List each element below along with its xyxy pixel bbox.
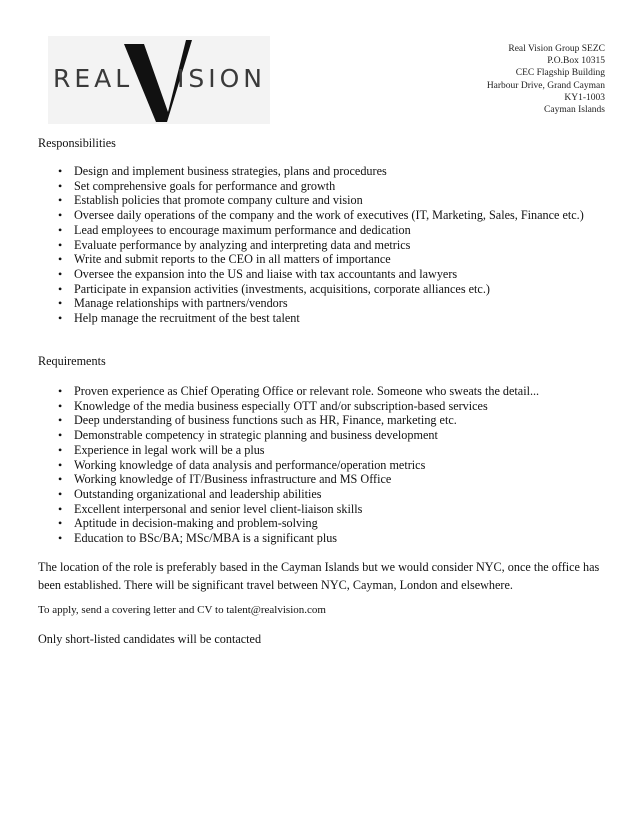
list-item-text: Design and implement business strategies, plans and procedures (74, 164, 387, 178)
location-paragraph: The location of the role is preferably based in the Cayman Islands but we would consider NYC, once the office has been established. There will be significant travel between NYC, Cayman, London and elsewhere. (38, 560, 600, 592)
list-item-text: Knowledge of the media business especially OTT and/or subscription-based services (74, 398, 488, 413)
list-item (38, 531, 608, 546)
bullet-icon: • (58, 413, 63, 428)
bullet-icon: • (58, 296, 63, 311)
bullet-icon: • (58, 281, 63, 296)
list-item-text: Help manage the recruitment of the best talent (74, 311, 300, 326)
requirements-list (38, 384, 608, 546)
bullet-icon: • (58, 208, 63, 223)
bullet-icon: • (58, 398, 63, 413)
list-item-text: Education to BSc/BA; MSc/MBA is a significant plus (74, 531, 338, 546)
list-item (38, 413, 608, 428)
responsibilities-list (38, 164, 608, 326)
responsibilities-heading: Responsibilities (38, 136, 116, 150)
list-item-text: Outstanding organizational and leadership abilities (74, 486, 322, 501)
list-item (38, 399, 608, 414)
list-item (38, 164, 608, 179)
list-item (38, 502, 608, 517)
list-item (38, 487, 608, 502)
bullet-icon: • (58, 516, 63, 531)
bullet-icon: • (58, 178, 63, 193)
list-item (38, 208, 608, 223)
list-item (38, 472, 608, 487)
shortlist-note: Only short-listed candidates will be contacted (38, 632, 262, 646)
list-item-text: Excellent interpersonal and senior level client-liaison skills (74, 501, 363, 516)
bullet-icon: • (58, 311, 63, 326)
list-item (38, 296, 608, 311)
list-item (38, 428, 608, 443)
list-item-text: Oversee daily operations of the company and the work of executives (IT, Marketing, Sales, Finance etc.) (74, 208, 584, 223)
list-item (38, 193, 608, 208)
list-item-text: Experience in legal work will be a plus (74, 442, 265, 457)
bullet-icon: • (58, 486, 63, 501)
company-address (385, 43, 605, 116)
list-item (38, 311, 608, 326)
list-item (38, 267, 608, 282)
list-item-text: Evaluate performance by analyzing and interpreting data and metrics (74, 237, 411, 252)
bullet-icon: • (58, 428, 63, 443)
real-vision-logo (48, 36, 270, 124)
bullet-icon: • (58, 384, 63, 398)
bullet-icon: • (58, 193, 63, 208)
list-item-text: Set comprehensive goals for performance and growth (74, 178, 336, 193)
list-item-text: Demonstrable competency in strategic planning and business development (74, 428, 438, 443)
list-item (38, 238, 608, 253)
list-item (38, 384, 608, 399)
bullet-icon: • (58, 237, 63, 252)
address-line: Harbour Drive, Grand Cayman (486, 80, 605, 91)
list-item-text: Lead employees to encourage maximum performance and dedication (74, 222, 411, 237)
address-line: P.O.Box 10315 (547, 56, 605, 67)
address-line: Cayman Islands (544, 105, 605, 116)
bullet-icon: • (58, 531, 63, 546)
list-item (38, 282, 608, 297)
list-item-text: Aptitude in decision-making and problem-solving (74, 516, 318, 531)
list-item-text: Establish policies that promote company culture and vision (74, 193, 363, 208)
list-item (38, 458, 608, 473)
logo-word-ision: ISION (177, 64, 266, 93)
list-item-text: Oversee the expansion into the US and liaise with tax accountants and lawyers (74, 266, 458, 281)
list-item-text: Working knowledge of data analysis and performance/operation metrics (74, 457, 426, 472)
list-item (38, 223, 608, 238)
list-item (38, 443, 608, 458)
apply-instructions: To apply, send a covering letter and CV to talent@realvision.com (38, 604, 326, 616)
bullet-icon: • (58, 457, 63, 472)
list-item (38, 516, 608, 531)
bullet-icon: • (58, 164, 63, 178)
bullet-icon: • (58, 442, 63, 457)
bullet-icon: • (58, 472, 63, 487)
bullet-icon: • (58, 266, 63, 281)
list-item (38, 252, 608, 267)
logo-word-real: REAL (53, 64, 134, 93)
bullet-icon: • (58, 501, 63, 516)
address-line: CEC Flagship Building (515, 68, 605, 79)
list-item-text: Write and submit reports to the CEO in all matters of importance (74, 252, 391, 267)
bullet-icon: • (58, 252, 63, 267)
list-item-text: Working knowledge of IT/Business infrastructure and MS Office (74, 472, 392, 487)
address-line: KY1-1003 (564, 92, 605, 103)
list-item (38, 179, 608, 194)
bullet-icon: • (58, 222, 63, 237)
list-item-text: Participate in expansion activities (investments, acquisitions, corporate alliances etc.) (74, 281, 490, 296)
list-item-text: Deep understanding of business functions such as HR, Finance, marketing etc. (74, 413, 457, 428)
requirements-heading: Requirements (38, 354, 106, 368)
address-line: Real Vision Group SEZC (508, 44, 605, 54)
list-item-text: Manage relationships with partners/vendors (74, 296, 288, 311)
list-item-text: Proven experience as Chief Operating Office or relevant role. Someone who sweats the detail... (74, 384, 540, 398)
